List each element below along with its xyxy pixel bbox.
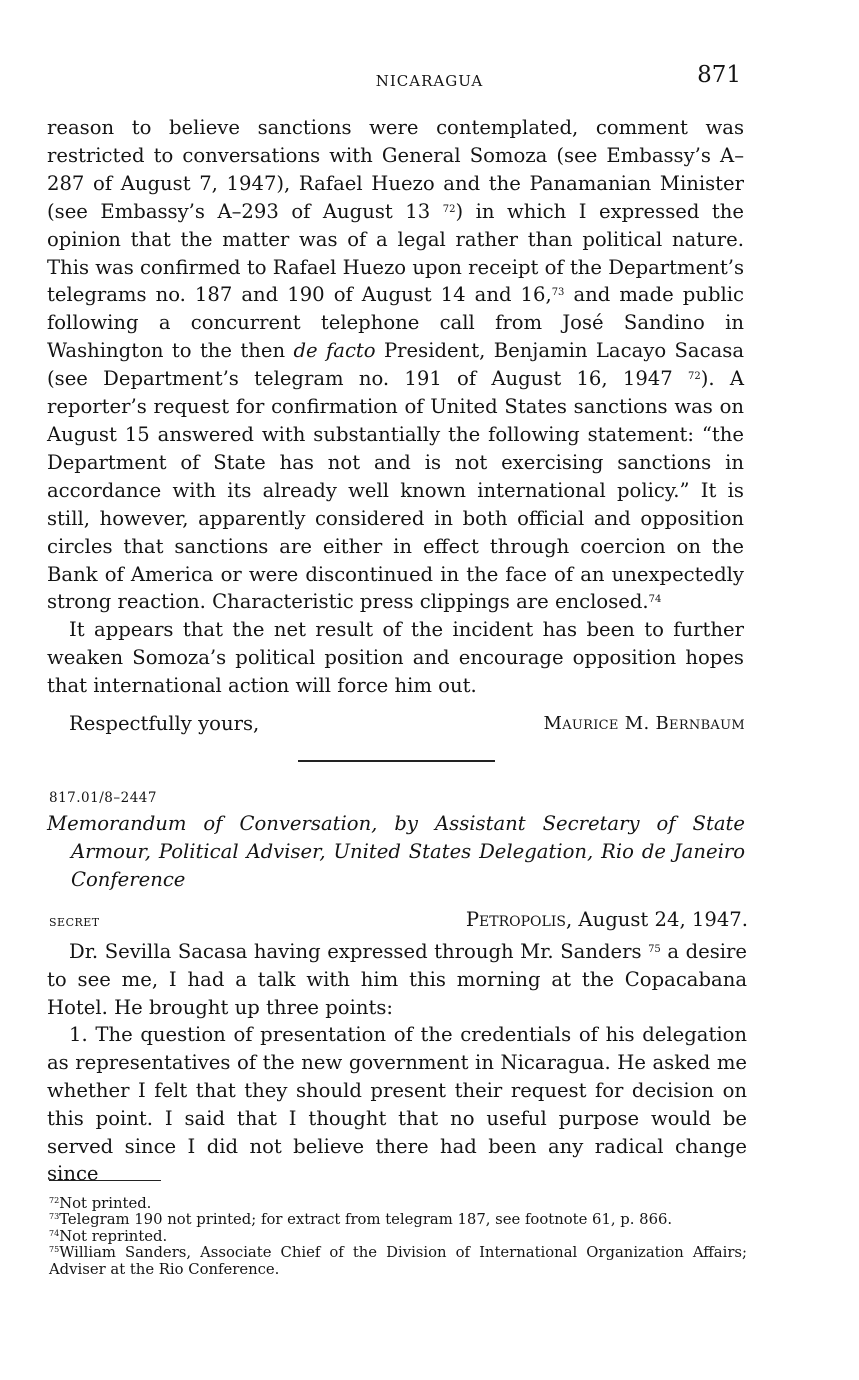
memo-paragraph-2: 1. The question of presentation of the credentials of his delegation as representatives of the new government in Nicaragua. He asked me whether I felt that they should present their request for decision on this point. I said that I thought that no useful purpose would be served since I did not believe there had been any radical change since [47, 1023, 747, 1186]
footnote-72: $^{72}$Not printed. [49, 1195, 152, 1212]
footnote-74: $^{74}$Not reprinted. [49, 1227, 168, 1245]
memo-title-continuation: Armour, Political Adviser, United States Delegation, Rio de Janeiro Conference [71, 840, 745, 891]
footnote-rule [49, 1180, 161, 1181]
footnote-75: $^{75}$William Sanders, Associate Chief of the Division of International Organization Affairs; Adviser at the Rio Conference. [49, 1244, 747, 1278]
footnote-ref-75: 75 [648, 944, 661, 955]
memo-title-line-1: Memorandum of Conversation, by Assistant Secretary of State [47, 812, 745, 835]
dateline-place: Petropolis, [465, 908, 573, 931]
footnote-ref-74: 74 [648, 594, 662, 606]
closing-salutation: Respectfully yours, [69, 712, 260, 735]
running-title: NICARAGUA [375, 72, 484, 90]
memo-body [47, 938, 747, 1188]
memo-title [47, 810, 745, 894]
letter-closing [69, 710, 745, 738]
page-number: 871 [697, 62, 741, 88]
classification: secret [49, 912, 100, 930]
letter-paragraph-2: It appears that the net result of the incident has been to further weaken Somoza’s political position and encourage opposition hopes that international action will force him out. [47, 618, 744, 698]
footnotes [49, 1196, 747, 1278]
section-divider [298, 760, 495, 762]
footnote-ref-72: 72 [442, 203, 456, 215]
file-number: 817.01/8–2447 [49, 790, 157, 806]
memo-paragraph-1: Dr. Sevilla Sacasa having expressed through Mr. Sanders $^{75}$ a desire to see me, I had a talk with him this morning at the Copacabana Hotel. He brought up three points: [47, 940, 748, 1019]
dateline-date: August 24, 1947. [578, 908, 748, 931]
signature: Maurice M. Bernbaum [543, 713, 745, 734]
letter-body [47, 114, 744, 700]
footnote-ref-72b: 72 [687, 371, 701, 383]
classification-row [49, 906, 748, 935]
letter-paragraph-1: reason to believe sanctions were contemplated, comment was restricted to conversations with General Somoza (see Embassy’s A–287 of August 7, 1947), Rafael Huezo and the Panamanian Minister (see Embassy’s A–293 of August 13 $^{72}$) in which I expressed the opinion that the matter was of a legal rather than political nature. This was confirmed to Rafael Huezo upon receipt of the Department’s telegrams no. 187 and 190 of August 14 and 16,73 and made public following a concurrent telephone call from José Sandino in Washington to the then de facto President, Benjamin Lacayo Sacasa (see Department’s telegram no. 191 of August 16, 1947 $^{72}$). A reporter’s request for confirmation of United States sanctions was on August 15 answered with substantially the following statement: “the Department of State has not and is not exercising sanctions in accordance with its already well known international policy.” It is still, however, apparently considered in both official and opposition circles that sanctions are either in effect through coercion on the Bank of America or were discontinued in the face of an unexpectedly strong reaction. Characteristic press clippings are enclosed.$^{74}$ [47, 116, 744, 614]
dateline [466, 906, 748, 934]
footnote-ref-73: 73 [551, 287, 565, 299]
footnote-73: $^{73}$Telegram 190 not printed; for extract from telegram 187, see footnote 61, p. 866. [49, 1211, 673, 1229]
